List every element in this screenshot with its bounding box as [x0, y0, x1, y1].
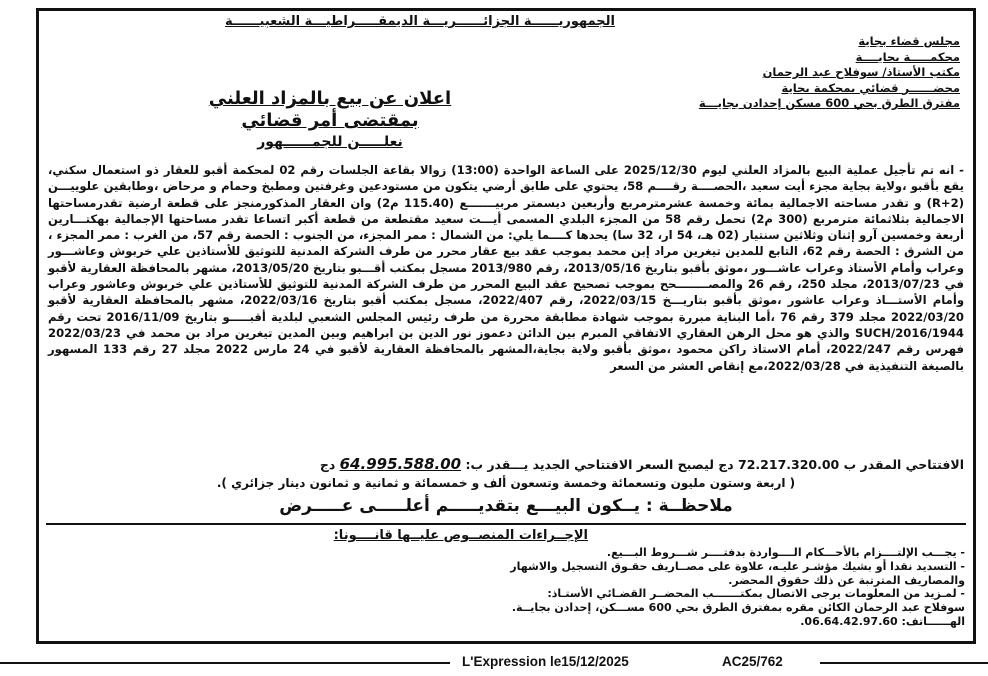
price-in-words: ( اربعة وستون مليون وتسعمائة وخمسة وتسعون ألف و خمسمائة و ثمانية و ثمانون دينار جزائري ). [216, 476, 796, 490]
procedures-title: الإجــراءات المنصــوص عليــها قانــــونا: [333, 528, 588, 543]
footer-rule-left [0, 662, 450, 664]
publication-info: L'Expression le15/12/2025 [462, 654, 629, 669]
court-line: محكمـــــة بجايــــة [855, 49, 960, 64]
publication-footer [0, 652, 988, 674]
procedure-item: - لمـزيد من المعلومات يرجى الاتصال بمكتـــــــب المحضــر القضـائي الأستـاذ: [547, 587, 965, 601]
notice-subtitle: بمقتضى أمر قضائي [241, 110, 419, 131]
sale-note: ملاحظــة : يــكون البيـــع بتقديـــــم أعلـــــى عـــــرض [279, 496, 733, 516]
republic-header: الجمهوريــــــة الجزائــــــريـــة الديمقـــــراطيـــة الشعبيــــــة [225, 14, 615, 29]
price-currency: دج [319, 457, 336, 472]
opening-price-line [48, 455, 964, 473]
court-line: مجلس قضاء بجاية [858, 34, 960, 48]
procedure-item: سوفلاح عبد الرحمان الكائن مقره بمفترق الطرق بحي 600 مســـكن، إحدادن بجايــة. [511, 601, 965, 615]
court-line: مفترق الطرق بحي 600 مسكن إحدادن بجايـــة [698, 96, 960, 110]
footer-rule-right [820, 662, 988, 664]
reference-code: AC25/762 [722, 654, 783, 669]
court-office-block [520, 34, 960, 112]
notice-title: اعلان عن بيع بالمزاد العلني [208, 88, 452, 109]
public-announcement: نعلـــــن للجمــــــهور [257, 134, 403, 150]
notice-body [48, 162, 964, 374]
body-paragraph: - انه تم تأجيل عملية البيع بالمزاد العلني ليوم 2025/12/30 على الساعة الواحدة (13:00) زوالا بقاعة الجلسات رقم 02 لمحكمة أقبو للعقار ذو استعمال سكني، يقع بأقبو ،ولاية بجاية مجزء أيت سعيد ،الحصــــة رقــــم 58، يحتوي على طابق أرضي يتكون من مستودعين وغرفتين ومطبخ وحمام و مرحاض ،وطابقين علوييـــن (R+2) و تقدر مساحته الاجمالية بمائة وخمسة عشرمترمربع وأربعين ديسمتر مربيـــــــع (115.40 م2) وان العقار المذكورمنجز على قطعة ارضية تقدرمساحتها الاجمالية بثلاثمائة مترمربع (300 م2) تحمل رقم 58 من المجزء البلدي المسمى أيـــت سعيد مقتطعة من قطعة أكبر اتساعا تقدر مساحتها الإجمالية بهكتـــارين أربعة وخمسين آرو إثنان وثلاثين سنتيار (02 هـ، 54 ار، 32 سا) يحدها كــــما يلي: من الشمال : ممر المجزء، من الجنوب : الحصة رقم 57، من الغرب : ممر المجزء ، من الشرق : الحصة رقم 62، التابع للمدين تيغرين مراد إبن محمد بموجب عقد بيع عقار محرر من طرف الشركة المدنية للتوثيق للأستاذين علي خربوش وعاشـــور وعراب وأمام الأستاذ وعراب عاشـــور ،موثق بأقبو بتاريخ 2013/05/16، رقم 2013/980 مسجل بمكتب أقـــبو بتاريخ 2013/05/20، مشهر بالمحافظة العقارية لأقبو في 2013/07/23، مجلد 250، رقم 26 والمصــــــــحح بموجب تصحيح عقد البيع المحرر من طرف الشركة المدنية للتوثيق للأستاذين علي خربوش وعاشور وعراب وأمام الأستـــاذ وعراب عاشور ،موثق بأقبو بتاريـــخ 2022/03/15، رقم 2022/407، مسجل بمكتب أقبو بتاريخ 2022/03/16، مشهر بالمحافظة العقارية لأقبو 2022/03/20 مجلد 379 رقم 76 ،أما البناية مبررة بموجب شهادة مطابقة محررة من طرف رئيس المجلس الشعبي لبلدية أقبـــــو بتاريخ 2016/11/09 تحت رقم 1944/SUCH/2016 والذي هو محل الرهن العقاري الاتفاقي المبرم بين الدائن دعموز نور الدين بن ابراهيم وبين المدين تيغرين مراد بن محمد في 2022/03/23 فهرس رقم 2022/247، أمام الاستاذ راكن محمود ،موثق بأقبو ولاية بجاية،المشهر بالمحافظة العقارية لأقبو في 24 مارس 2022 مجلد 27 رقم 133 المسهور بالصيغة التنفيذية في 2022/03/28،مع إنقاص العشر من السعر [48, 163, 965, 373]
section-divider [46, 523, 966, 525]
procedure-item: الهــــــاتف: 06.64.42.97.60. [800, 614, 965, 628]
new-price-amount: 64.995.588.00 [339, 455, 462, 473]
court-line: مكتب الأستاذ/ سوفلاح عبد الرحمان [762, 65, 960, 79]
procedures-list [230, 546, 965, 629]
procedure-item: - التسديد نقدا أو بشيك مؤشـر عليـه، علاوة على مصــاريف حقـوق التسجيل والاشهار [510, 559, 965, 573]
procedure-item: - يجـــب الإلتــــزام بالأحـــكام الــــواردة بدفتــــر شـــروط البـــيع. [606, 546, 965, 559]
price-text: الافتتاحي المقدر ب 72.217.320.00 دج ليصبح السعر الافتتاحي الجديد يـــقدر ب: [465, 457, 964, 472]
court-line: محضــــــر قضائي بمحكمة بجاية [781, 80, 960, 95]
notice-title-block [150, 88, 510, 150]
procedure-item: والمصاريف المترتبة عن ذلك حقوق المحضر. [728, 573, 965, 587]
